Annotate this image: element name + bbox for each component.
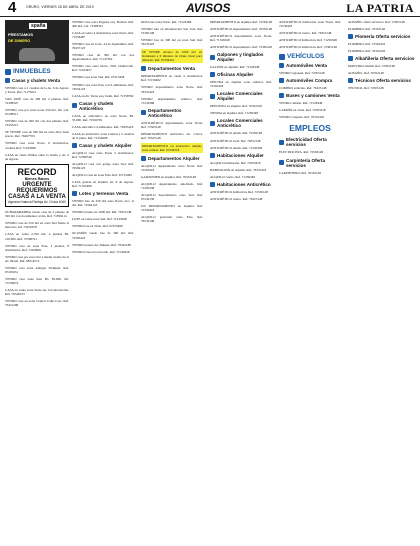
classified-ad: VENDO casa zona Sud, Bs. 85,000. Inf. 71256874 [5, 276, 69, 285]
record-body: Agencia Huanca Pantoja Av. Cívica 4040 [8, 200, 66, 205]
classified-ad: PLOMERO. Ref. 72563418 [348, 42, 385, 47]
bullet-icon [5, 69, 11, 75]
classified-ad: VENDO casa en la Av. 24 de Septiembre. Ref. 76457123 [72, 42, 134, 51]
section-title: AVISOS [186, 1, 231, 15]
bullet-icon [141, 156, 146, 161]
page-header [0, 0, 420, 17]
record-ad-box [5, 164, 69, 208]
column-4 [210, 20, 272, 542]
classified-ad: ANTICRÉTICO local. Ref. 76352148 [210, 138, 261, 143]
classified-ad: GALPÓN en alquiler. Ref. 71526348 [210, 65, 260, 70]
highlighted-ad: DEPARTAMENTO en anticrético amplio, zona central. Ref. 67234518 [142, 143, 202, 152]
classified-ad: VENDO terreno Av. Dehene. Ref. 76542189 [72, 242, 131, 247]
classified-ad: ANTICRÉTICO cuarto. Ref. 76352148 [279, 31, 332, 36]
classified-ad: GARZONIER en alquiler. Ref. 76352148 [141, 175, 196, 180]
column-5 [279, 20, 341, 542]
classified-ad: CAMIÓN en venta. Ref. 72563418 [279, 108, 326, 113]
loan-advertisement [5, 20, 69, 64]
page-number: 4 [8, 0, 17, 16]
classified-ad: VENDO vagoneta. Ref. 72563148 [279, 71, 325, 76]
category-heading [279, 63, 341, 68]
column-2 [72, 20, 134, 542]
classified-ad: MAESTRO albañil. Ref. 72563148 [348, 64, 395, 69]
classified-ad: ALQUILO garzonier zona Este. Ref. 76532148 [141, 215, 203, 224]
category-label: Locales Comerciales Alquiler [217, 91, 263, 102]
classified-ad: VENDO casa de 250 m2 en zona Sud frente al mercado. Inf. 73256478 [5, 221, 69, 230]
category-label: Casas y chalets Venta [12, 78, 61, 83]
bullet-icon [72, 191, 77, 196]
ad-heading: PRESTAMOS [8, 32, 34, 37]
bullet-icon [210, 72, 215, 77]
classified-ad: TIENDA en alquiler. Ref. 71256348 [210, 111, 258, 116]
classified-ad: PLOMERO. Ref. 76352418 [348, 49, 385, 54]
column-3 [141, 20, 203, 542]
classified-ad: CASA en venta 2,700 m2, 4 plantas Bs. 120,000. Ref. 72598741 [5, 232, 69, 241]
classified-ad: DEPARTAMENTO en alquiler. Ref. 72563148 [210, 20, 272, 24]
section-heading [5, 68, 69, 75]
classified-ad: OCHARABAMBA vendo casa de 2 plantas de 320 m2 con documentos al día. Ref. 71856214 [5, 210, 69, 219]
classified-ad: ANTICRÉTICO habitación. Ref. 71256348 [279, 38, 337, 43]
category-heading [348, 56, 415, 61]
category-label: Albañilería Oferta servicios [355, 56, 415, 62]
classified-ad: OCASIÓN vendo lote de 360 m2. Ref. 72365418 [72, 231, 134, 240]
classified-ad: CASA en anticrético zona Central a 2 cuadras de la plaza. Ref. 71254698 [72, 131, 134, 140]
classified-ad: VENDO terreno de 1000 m2. Ref. 76351248 [72, 210, 132, 215]
category-label: Automóviles Compra [286, 78, 333, 84]
classified-ad: CASA en venta zona Norte Av. Circunvalación. Ref. 76548123 [5, 287, 69, 296]
bullet-icon [279, 140, 284, 145]
highlighted-ad: SE VENDE terreno de 1000 m2 en Karahuasi a 6 minutos de Oruro ideal para almacén. Ref. 67256431 [142, 50, 202, 63]
classified-ad: CASA en venta 4 dormitorios zona Norte. Ref. 71256487 [72, 31, 134, 40]
category-label: Locales Comerciales Anticrético [217, 118, 263, 129]
classified-ad: VENDO lote de 300 m2 en zona Sud. Ref. 76235418 [141, 38, 203, 47]
category-label: Galpones y tinglados Alquiler [217, 52, 264, 63]
classified-ad: ALQUILO departamento zona Norte. Ref. 72563418 [141, 163, 203, 172]
classified-ad: ANTICRÉTICO tienda. Ref. 72563148 [210, 131, 263, 136]
classified-ad: ANTICRÉTICO habitación. Ref. 72365148 [279, 45, 337, 50]
record-subtitle: Bienes Raíces [24, 176, 50, 181]
category-heading [210, 182, 272, 187]
category-label: Casas y chalets Anticrético [79, 100, 114, 111]
classified-ad: ALQUILO cuarto. Ref. 71256348 [210, 174, 255, 179]
classified-ad: ANTICRÉTICO departamento. Ref. 76352148 [210, 27, 272, 32]
classified-ad: UN DEPARTAMENTO en alquiler. Ref. 72356418 [141, 204, 203, 213]
category-heading [210, 153, 272, 158]
classified-ad: TÉCNICO. Ref. 72563148 [348, 86, 384, 91]
employment-section-title: EMPLEOS [289, 123, 331, 134]
category-heading [210, 52, 272, 62]
bullet-icon [210, 153, 215, 158]
category-label: Habitaciones Alquiler [217, 152, 264, 158]
category-heading [210, 118, 272, 128]
classified-ad: VENDO casa de 300 m2 con dos plantas. Ref. 72453215 [5, 119, 69, 128]
classified-ad: LOTE en venta zona Sud. Ref. 71235648 [72, 217, 127, 222]
classified-ad: VENDO lote en Vinto. Ref. 67325489 [72, 224, 123, 229]
bullet-icon [279, 160, 284, 165]
category-heading [141, 156, 203, 161]
category-heading [141, 108, 203, 118]
category-heading [279, 158, 341, 168]
classified-ad: VENDO casa zona Norte, Villa Challacollo. Ref. 72103457 [72, 64, 134, 73]
classified-ad: ANTICRÉTICO habitación. Ref. 72536148 [210, 189, 268, 194]
classified-ad: CASA en anticrético en zona Norte, Bs. 35,000. Ref. 72564781 [72, 113, 134, 122]
bullet-icon [5, 78, 10, 83]
bullet-icon [279, 54, 285, 60]
classified-ad: ALQUILO departamento zona Sud. Ref. 67234158 [141, 193, 203, 202]
category-label: Plomería Oferta servicios [355, 34, 411, 40]
bullet-icon [210, 121, 215, 126]
category-label: Carpintería Oferta servicios [286, 157, 326, 168]
bullet-icon [141, 66, 146, 71]
classified-ad: OFICINA en alquiler zona céntrica. Ref. 72563418 [210, 80, 272, 89]
bullet-icon [279, 78, 284, 83]
category-label: Electricidad Oferta servicios [286, 137, 327, 148]
bullet-icon [141, 110, 146, 115]
section-heading [279, 53, 341, 60]
category-label: Departamentos Venta [148, 66, 195, 72]
bullet-icon [348, 34, 353, 39]
classified-ad: VENDO departamento céntrico. Ref. 71254368 [141, 96, 203, 105]
category-label: Oficinas Alquiler [217, 72, 254, 78]
classified-ad: ALBAÑIL oferta servicios. Ref. 72563148 [348, 20, 405, 24]
record-logo: RECORD [17, 166, 57, 177]
classified-ad: VENDO lote de 250 m2 zona Norte, doc. al día. Ref. 72564123 [72, 199, 134, 208]
category-heading [348, 78, 415, 83]
bullet-icon [348, 78, 353, 83]
classified-ad: DEPARTAMENTO en venta 3 dormitorios. Ref. 72156482 [141, 74, 203, 83]
classified-ad: ELECTRICISTA. Ref. 72563148 [279, 150, 324, 155]
classified-ad: VENDO casa de 360 m2 con dos departamentos. Ref. 71147362 [72, 53, 134, 62]
column-6 [348, 20, 415, 542]
ad-logo: spaña [31, 23, 46, 29]
category-label: Habitaciones Anticrético [217, 181, 271, 187]
classified-ad: ALQUILO casa en zona Este. Ref. 67135482 [72, 173, 132, 178]
classified-ad: VENDO volqueta. Ref. 76352418 [279, 115, 324, 120]
category-heading [348, 34, 415, 39]
classified-ad: ALBAÑIL. Ref. 76352148 [348, 71, 384, 76]
classified-ad: VENDO lotes en Caracollo. Ref. 71546328 [72, 249, 130, 254]
newspaper-logo: LA PATRIA [346, 1, 414, 15]
category-heading [72, 101, 134, 111]
bullet-icon [72, 143, 77, 148]
record-headline: URGENTE REQUERIMOS CASAS A LA VENTA [8, 181, 66, 201]
classified-ad: VENDO casa en zona Este, 3 plantas, 8 dormitorios. Ref. 72458961 [5, 243, 69, 252]
classified-ad: PLOMERO. Ref. 76352148 [348, 27, 385, 32]
category-label: Automóviles Venta [286, 63, 328, 69]
category-heading [279, 78, 341, 83]
category-heading [72, 191, 134, 196]
classified-ad: VENDO casa por zona norte 250 m2. Inf. Cel. 67208311 [5, 108, 69, 117]
classified-ad: ANTICRÉTICO tienda. Ref. 71526348 [210, 145, 263, 150]
classified-ad: ALQUILO habitación. Ref. 72563418 [210, 160, 261, 165]
classified-ad: CARPINTERO. Ref. 76352148 [279, 170, 321, 175]
classified-ad: ALQUILO casa con garaje zona Sud. Ref. 76584123 [72, 161, 134, 171]
classified-ad: VENDO departamento zona Norte. Ref. 76352418 [141, 85, 203, 94]
classified-ad: VENDO casa zona Norte, 6 dormitorios, cochera Ref. 71245698 [5, 141, 69, 150]
classified-ad: ALQUILO departamento amoblado. Ref. 71265438 [141, 182, 203, 191]
ad-subheading: DE DINERO [8, 38, 31, 43]
bullet-icon [72, 103, 77, 108]
category-heading [72, 143, 134, 148]
classified-ad: COMPRO vehículo. Ref. 76325148 [279, 86, 327, 91]
classified-ad: VENDO lote en urbanización San José. Ref. 72365148 [141, 27, 203, 36]
category-label: Lotes y terrenos Venta [79, 191, 129, 197]
classified-ad: SAN JOSÉ casa de 300 m2 2 plantas. Ref. 72398347 [5, 97, 69, 106]
category-heading [279, 137, 341, 147]
category-heading [210, 91, 272, 101]
category-heading [141, 66, 203, 71]
classified-ad: VENDO casa por zona Sur a media cuadra de la Av. Brasil. Ref. 68314572 [5, 254, 69, 263]
classified-ad: ALQUILO casa zona Norte 3 dormitorios. Ref. 72598746 [72, 150, 134, 159]
bullet-icon [210, 182, 215, 187]
category-label: Casas y chalets Alquiler [79, 142, 132, 148]
classified-ad: HABITACIÓN en alquiler. Ref. 76352418 [210, 167, 267, 172]
section-heading-label: VEHÍCULOS [287, 53, 325, 61]
category-label: Departamentos Anticrético [148, 107, 182, 118]
category-label: Departamentos Alquiler [148, 155, 200, 161]
classified-ad: SE VENDE casa de 360 m2 en zona Sud, buen precio. Ref. 76467793 [5, 130, 69, 139]
car-image [19, 48, 55, 61]
classified-ad: ANTICRÉTICO departamento zona Norte. Ref. 72563148 [141, 120, 203, 129]
classified-ad: VENDO casa a 2 cuadras de la Av. 6 de Agosto y Tacna. Ref. 71179221 [5, 86, 69, 95]
classified-ad: CASA anticrético 4 ambientes. Ref. 76325418 [72, 124, 134, 129]
classified-ad: DEPARTAMENTO anticrético Av. Cívica. Ref. 76325148 [141, 131, 203, 140]
category-label: Buses y camiones Venta [286, 93, 340, 99]
classified-ad: DOS lotes zona Norte. Ref. 71524368 [141, 20, 192, 24]
column-1 [5, 20, 69, 542]
bullet-icon [210, 55, 215, 60]
classified-ad: VENDO casa zona Antigua Terminal. Ref. 67203451 [5, 265, 69, 274]
issue-date: ORURO, VIERNES 26 DE ABRIL DE 2019 [26, 5, 94, 9]
classified-ad: VENDO casa zona Pagador esq. Bolívar. Ref. 400 m2. Cel. 72398341 [72, 20, 134, 29]
classified-ad: CASA grande en alquiler Av. 6 de Agosto. Ref. 71325489 [72, 180, 134, 189]
classified-ad: DEPOSITO en alquiler. Ref. 76352418 [210, 104, 262, 109]
classified-ad: VENDO camión. Ref. 71526348 [279, 101, 323, 106]
category-label: Técnicos Oferta servicios [355, 78, 411, 84]
classified-ad: VENDO casa zona Este con 6 ambientes. Ref. 72654123 [72, 82, 134, 91]
classified-ad: VENDO casa en zona Central Calle Caro. Ref. 73451298 [5, 299, 69, 308]
category-heading [279, 93, 341, 98]
bullet-icon [348, 56, 353, 61]
classified-ad: CASA en Av. Tacna esq. Junín. Ref. 71358794 [72, 93, 134, 98]
classified-ad: VENDO casa zona Sud. Ref. 67213458 [72, 75, 125, 80]
classified-ad: ANTICRÉTICO departamento. Ref. 72365418 [210, 45, 272, 50]
category-heading [210, 72, 272, 77]
classified-ad: CASA en venta Oblitas entre la banda y Av. 6 de Agosto. [5, 152, 69, 161]
bullet-icon [279, 63, 284, 68]
bullet-icon [210, 94, 215, 99]
classified-ad: ANTICRÉTICO departamento zona Norte. Ref. 71526348 [210, 34, 272, 43]
bullet-icon [279, 93, 284, 98]
section-heading-label: INMUEBLES [13, 68, 51, 75]
classified-ad: ANTICRÉTICO habitación zona Norte. Ref. 72536418 [279, 20, 341, 29]
category-heading [5, 78, 69, 83]
classified-ad: ANTICRÉTICO cuarto. Ref. 76325148 [210, 196, 263, 201]
